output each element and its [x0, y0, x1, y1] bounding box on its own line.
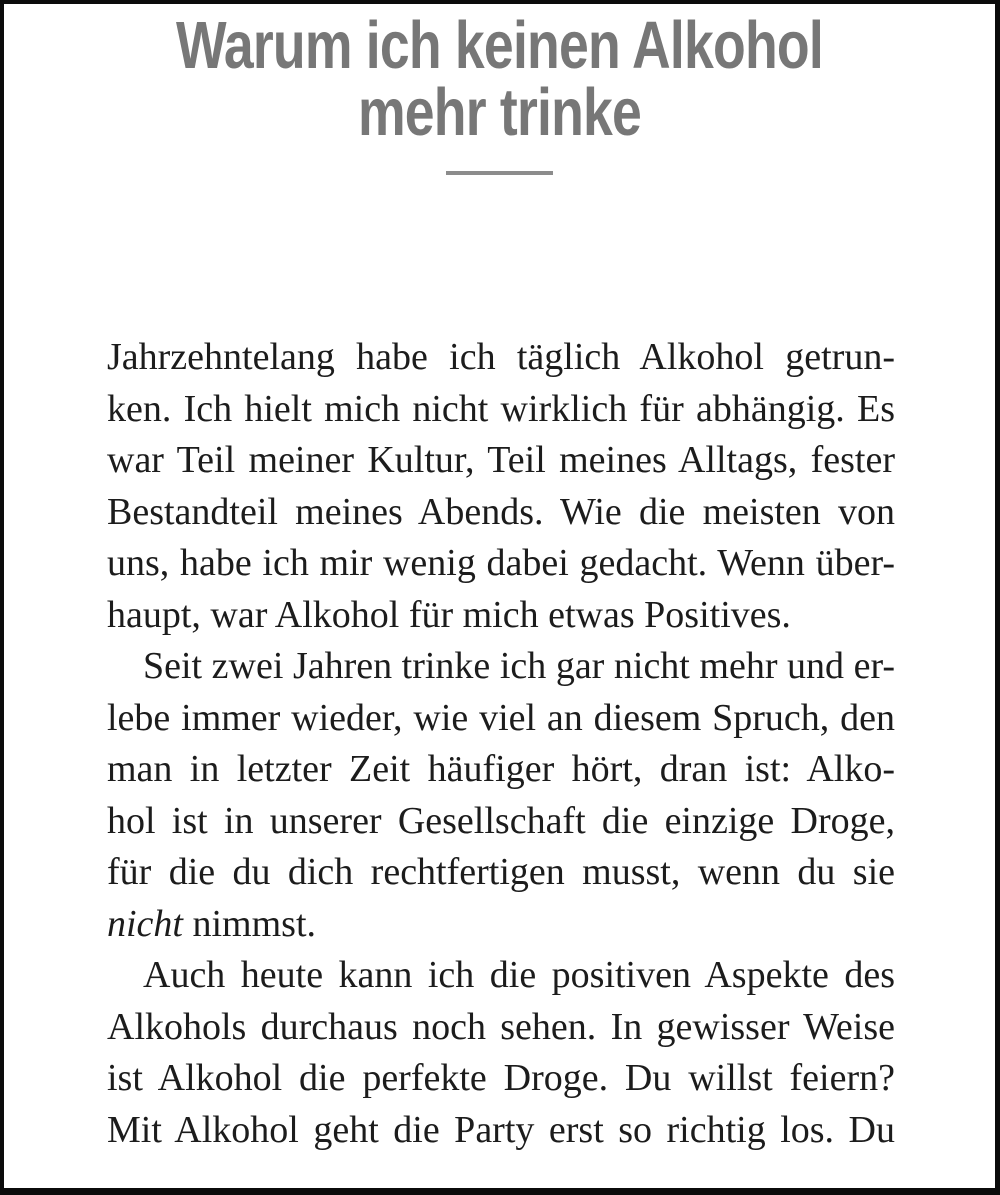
text-line: ist Alkohol die perfekte Droge. Du willst feiern?	[107, 1057, 895, 1099]
text-line-rest: nimmst.	[182, 902, 317, 945]
chapter-title-line-1: Warum ich keinen Alkohol	[176, 8, 823, 83]
text-line: Auch heute kann ich die positiven Aspekte des	[143, 954, 895, 996]
text-line: Mit Alkohol geht die Party erst so richtig los. Du	[107, 1108, 895, 1151]
section-divider	[446, 171, 553, 175]
text-line: Seit zwei Jahren trinke ich gar nicht mehr und er-	[143, 645, 895, 687]
text-line: lebe immer wieder, wie viel an diesem Spruch, den	[107, 696, 895, 739]
text-line: Bestandteil meines Abends. Wie die meisten von	[107, 490, 895, 533]
paragraph-2	[107, 641, 895, 950]
text-line: haupt, war Alkohol für mich etwas Positives.	[107, 593, 791, 636]
chapter-title-line-2: mehr trinke	[357, 75, 642, 150]
text-line: uns, habe ich mir wenig dabei gedacht. Wenn über-	[107, 542, 895, 584]
text-line: hol ist in unserer Gesellschaft die einzige Droge,	[107, 799, 895, 842]
text-line: für die du dich rechtfertigen musst, wenn du sie	[107, 851, 895, 893]
text-line: war Teil meiner Kultur, Teil meines Alltags, fester	[107, 439, 895, 481]
chapter-header	[4, 4, 995, 175]
text-line	[107, 899, 895, 951]
text-line: Alkohols durchaus noch sehen. In gewisser Weise	[107, 1005, 895, 1048]
emphasized-word: nicht	[107, 902, 183, 945]
body-text	[107, 332, 895, 1156]
paragraph-3	[107, 950, 895, 1156]
text-line: Jahrzehntelang habe ich täglich Alkohol getrun-	[107, 336, 895, 378]
chapter-title	[4, 8, 995, 150]
text-line: ken. Ich hielt mich nicht wirklich für abhängig. Es	[107, 387, 895, 430]
paragraph-1	[107, 332, 895, 641]
text-line: man in letzter Zeit häufiger hört, dran ist: Alko-	[107, 748, 895, 790]
